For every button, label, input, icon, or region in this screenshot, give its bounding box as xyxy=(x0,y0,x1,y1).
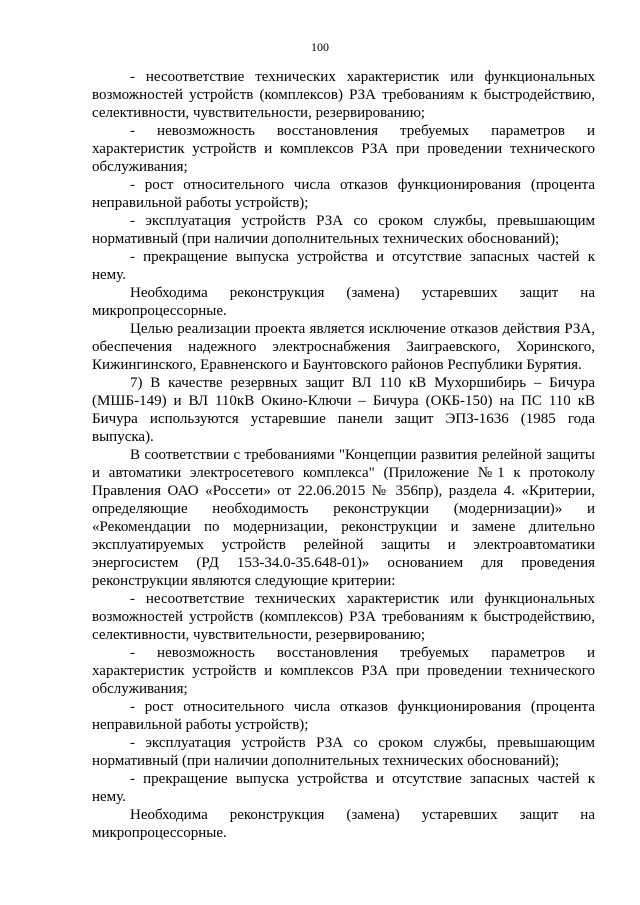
paragraph: - прекращение выпуска устройства и отсутствие запасных частей к нему. xyxy=(92,771,595,805)
paragraph: - рост относительного числа отказов функционирования (процента неправильной работы устройств); xyxy=(92,699,595,733)
paragraph: - эксплуатация устройств РЗА со сроком службы, превышающим нормативный (при наличии дополнительных технических обоснований); xyxy=(92,735,595,769)
paragraph: - невозможность восстановления требуемых параметров и характеристик устройств и комплексов РЗА при проведении технического обслуживания; xyxy=(92,123,595,175)
document-body xyxy=(92,68,595,842)
paragraph: - прекращение выпуска устройства и отсутствие запасных частей к нему. xyxy=(92,249,595,283)
paragraph: 7) В качестве резервных защит ВЛ 110 кВ Мухоршибирь – Бичура (МШБ-149) и ВЛ 110кВ Окино-Ключи – Бичура (ОКБ-150) на ПС 110 кВ Бичура используются устаревшие панели защит ЭПЗ-1636 (1985 года выпуска). xyxy=(92,375,595,445)
paragraph: - рост относительного числа отказов функционирования (процента неправильной работы устройств); xyxy=(92,177,595,211)
paragraph: Необходима реконструкция (замена) устаревших защит на микропроцессорные. xyxy=(92,807,595,841)
page-number: 100 xyxy=(311,40,329,54)
paragraph: - несоответствие технических характеристик или функциональных возможностей устройств (комплексов) РЗА требованиям к быстродействию, селективности, чувствительности, резервированию; xyxy=(92,591,595,643)
paragraph: В соответствии с требованиями "Концепции развития релейной защиты и автоматики электросетевого комплекса" (Приложение №1 к протоколу Правления ОАО «Россети» от 22.06.2015 № 356пр), раздела 4. «Критерии, определяющие необходимость реконструкции (модернизации)» и «Рекомендации по модернизации, реконструкции и замене длительно эксплуатируемых устройств релейной защиты и электроавтоматики энергосистем (РД 153-34.0-35.648-01)» основанием для проведения реконструкции являются следующие критерии: xyxy=(92,447,595,589)
paragraph: Необходима реконструкция (замена) устаревших защит на микропроцессорные. xyxy=(92,285,595,319)
paragraph: - несоответствие технических характеристик или функциональных возможностей устройств (комплексов) РЗА требованиям к быстродействию, селективности, чувствительности, резервированию; xyxy=(92,69,595,121)
paragraph: Целью реализации проекта является исключение отказов действия РЗА, обеспечения надежного электроснабжения Заиграевского, Хоринского, Кижингинского, Еравненского и Баунтовского районов Республики Бурятия. xyxy=(92,321,595,373)
paragraph: - эксплуатация устройств РЗА со сроком службы, превышающим нормативный (при наличии дополнительных технических обоснований); xyxy=(92,213,595,247)
paragraph: - невозможность восстановления требуемых параметров и характеристик устройств и комплексов РЗА при проведении технического обслуживания; xyxy=(92,645,595,697)
